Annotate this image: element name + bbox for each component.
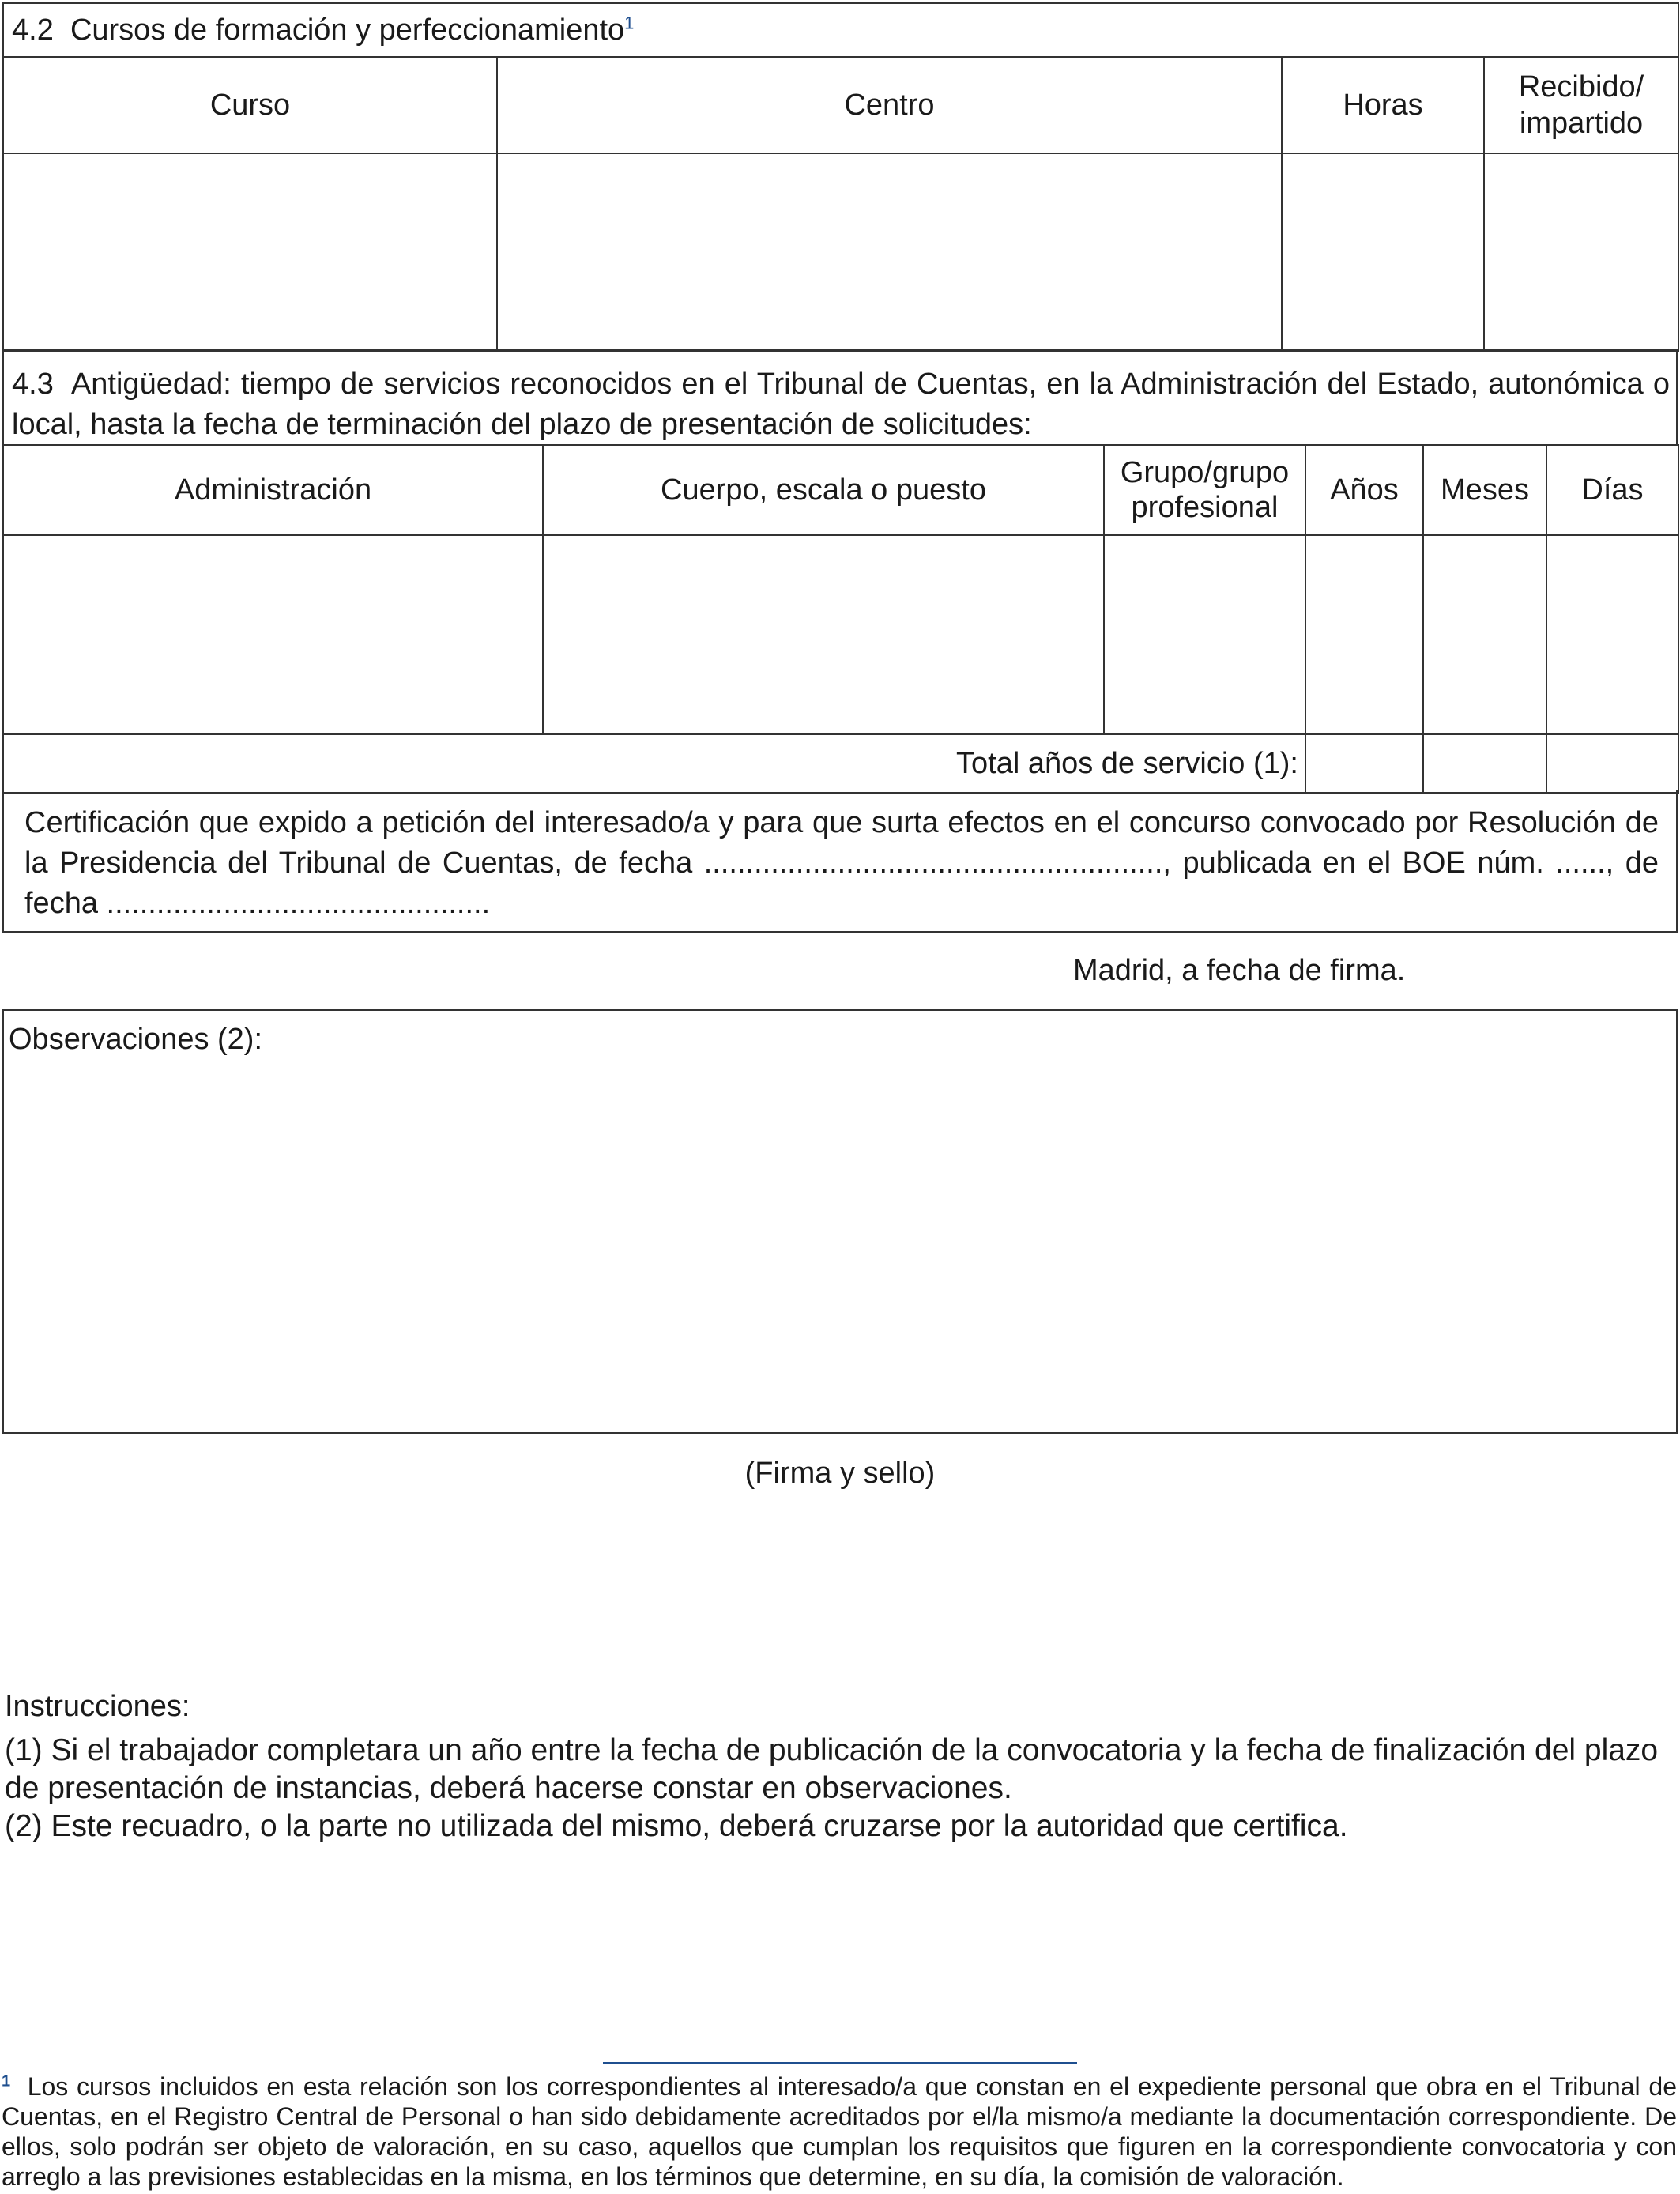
col-header-recibido-line2: impartido: [1519, 107, 1644, 140]
footnote: [2, 2071, 1677, 2192]
instruction-item-1: (1) Si el trabajador completara un año entre la fecha de publicación de la convocatoria y la fecha de finalización del plazo de presentación de instancias, deberá hacerse constar en observaciones.: [5, 1733, 1659, 1805]
total-label: Total años de servicio (1):: [3, 734, 1305, 793]
dias-cell[interactable]: [1546, 535, 1678, 734]
col-header-horas: Horas: [1282, 57, 1484, 153]
curso-cell[interactable]: [3, 153, 497, 351]
grupo-cell[interactable]: [1104, 535, 1305, 734]
col-header-recibido-line1: Recibido/: [1518, 70, 1644, 104]
recibido-cell[interactable]: [1484, 153, 1678, 351]
certification-box: [2, 790, 1678, 933]
col-header-curso: Curso: [3, 57, 497, 153]
footnote-rule: [603, 2062, 1077, 2064]
col-header-cuerpo: Cuerpo, escala o puesto: [543, 445, 1104, 535]
cuerpo-cell[interactable]: [543, 535, 1104, 734]
section-4-3-title: [2, 349, 1678, 446]
place-date: Madrid, a fecha de firma.: [1073, 954, 1406, 987]
total-meses-cell[interactable]: [1423, 734, 1546, 793]
observations-label: Observaciones (2):: [9, 1023, 263, 1056]
courses-table: [2, 2, 1679, 352]
certification-text: Certificación que expido a petición del interesado/a y para que surta efectos en el concurso convocado por Resolución de la Presidencia del Tribunal de Cuentas, de fecha ......................................................., publicada en el BOE núm. ......, de fecha ..............................................: [24, 806, 1659, 920]
centro-cell[interactable]: [497, 153, 1282, 351]
administracion-cell[interactable]: [3, 535, 543, 734]
section-4-2-number: 4.2: [12, 13, 54, 47]
observations-box[interactable]: [2, 1009, 1678, 1434]
section-4-3-heading: Antigüedad: tiempo de servicios reconocidos en el Tribunal de Cuentas, en la Administración del Estado, autonómica o local, hasta la fecha de terminación del plazo de presentación de solicitudes:: [12, 368, 1670, 441]
section-4-2-heading: Cursos de formación y perfeccionamiento: [70, 13, 625, 47]
col-header-recibido: [1484, 57, 1678, 153]
instructions-title: Instrucciones:: [5, 1690, 190, 1723]
signature-label: (Firma y sello): [744, 1457, 936, 1490]
meses-cell[interactable]: [1423, 535, 1546, 734]
col-header-administracion: Administración: [3, 445, 543, 535]
col-header-meses: Meses: [1423, 445, 1546, 535]
col-header-grupo-line1: Grupo/grupo: [1120, 456, 1290, 489]
total-anos-cell[interactable]: [1305, 734, 1423, 793]
section-4-2-title: [3, 3, 1678, 57]
col-header-grupo: [1104, 445, 1305, 535]
col-header-anos: Años: [1305, 445, 1423, 535]
footnote-marker: 1: [2, 2072, 11, 2090]
col-header-dias: Días: [1546, 445, 1678, 535]
instructions: [5, 1687, 1677, 1845]
anos-cell[interactable]: [1305, 535, 1423, 734]
footnote-text: Los cursos incluidos en esta relación son los correspondientes al interesado/a que constan en el expediente personal que obra en el Tribunal de Cuentas, en el Registro Central de Personal o han sido debidamente acreditados por el/la mismo/a mediante la documentación correspondiente. De ellos, solo podrán ser objeto de valoración, en su caso, aquellos que cumplan los requisitos que figuren en la correspondiente convocatoria y con arreglo a las previsiones establecidas en la misma, en los términos que determine, en su día, la comisión de valoración.: [2, 2072, 1678, 2191]
section-4-3-number: 4.3: [12, 368, 54, 401]
col-header-grupo-line2: profesional: [1131, 491, 1279, 524]
footnote-ref[interactable]: 1: [624, 13, 635, 33]
instruction-item-2: (2) Este recuadro, o la parte no utilizada del mismo, deberá cruzarse por la autoridad que certifica.: [5, 1809, 1348, 1843]
service-table: [2, 444, 1679, 794]
total-dias-cell[interactable]: [1546, 734, 1678, 793]
horas-cell[interactable]: [1282, 153, 1484, 351]
col-header-centro: Centro: [497, 57, 1282, 153]
